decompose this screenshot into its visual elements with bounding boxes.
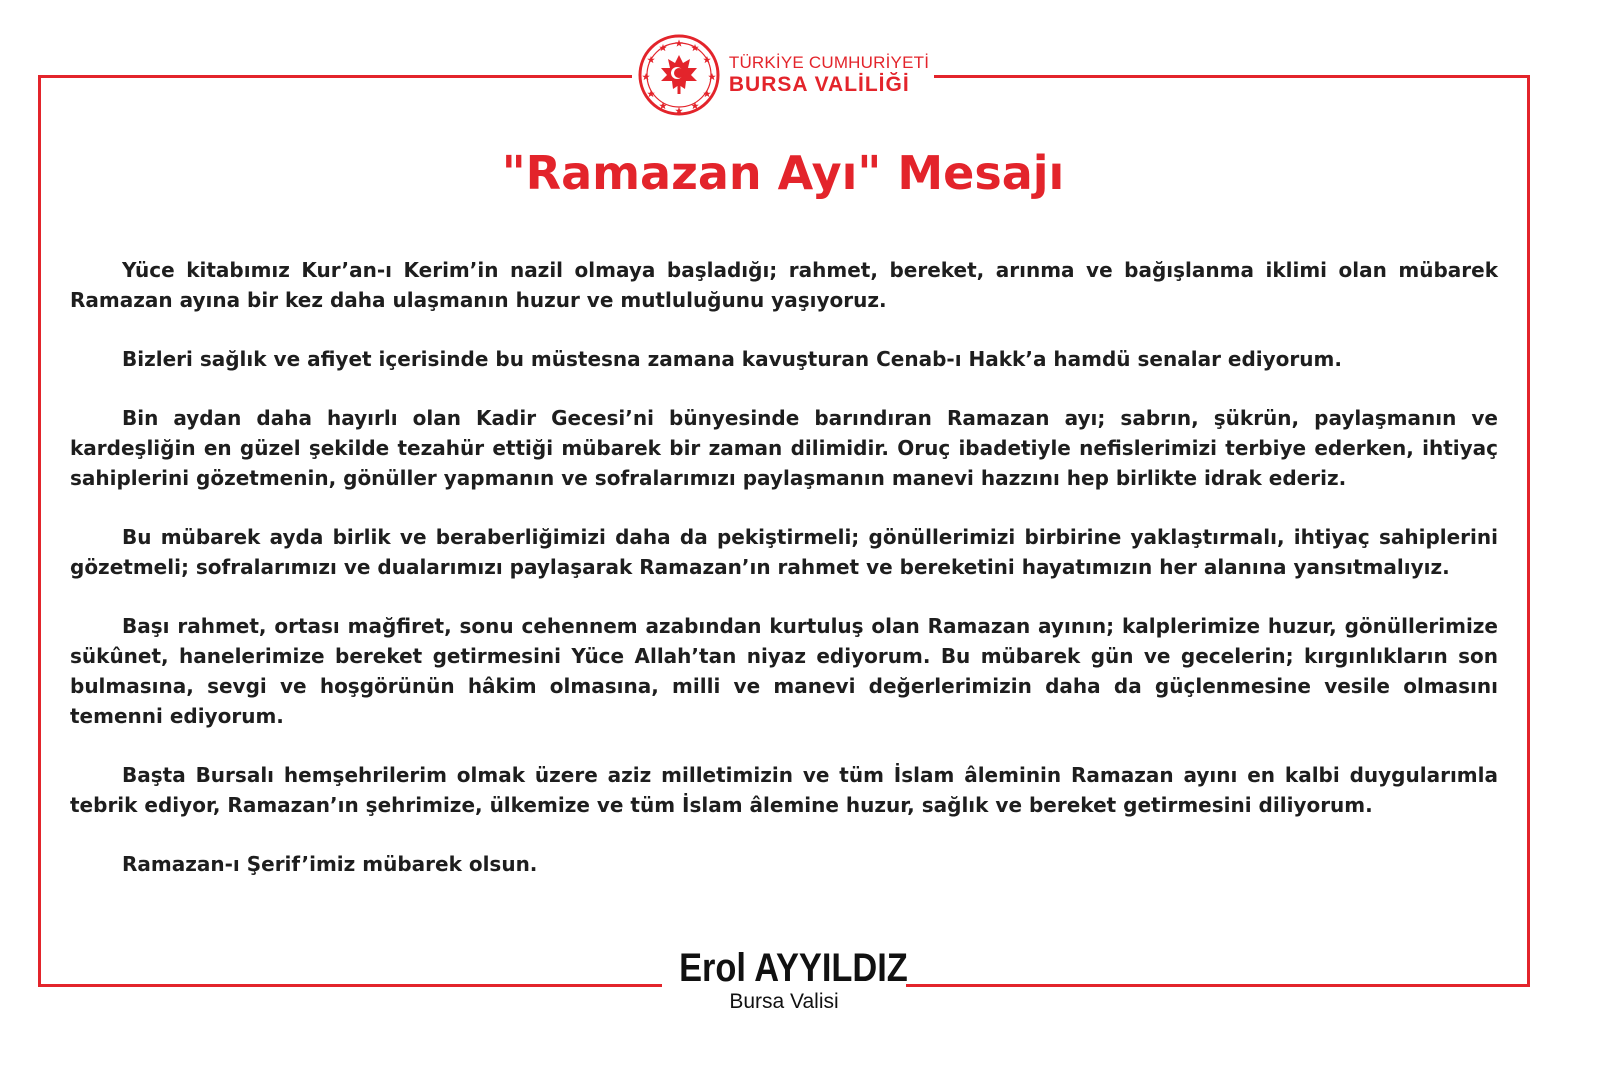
signatory-title: Bursa Valisi: [729, 990, 839, 1013]
message-body: [70, 255, 1498, 908]
paragraph: Başta Bursalı hemşehrilerim olmak üzere aziz milletimizin ve tüm İslam âleminin Ramazan ayını en kalbi duygularımla tebrik ediyor, Ramazan’ın şehrimize, ülkemize ve tüm İslam âlemine huzur, sağlık ve bereket getirmesini diliyorum.: [70, 763, 1498, 817]
paragraph: Yüce kitabımız Kur’an-ı Kerim’in nazil olmaya başladığı; rahmet, bereket, arınma ve bağışlanma iklimi olan mübarek Ramazan ayına bir kez daha ulaşmanın huzur ve mutluluğunu yaşıyoruz.: [70, 258, 1498, 312]
state-emblem-icon: [637, 33, 721, 117]
paragraph: Başı rahmet, ortası mağfiret, sonu cehennem azabından kurtuluş olan Ramazan ayının; kalplerimize huzur, gönüllerimize sükûnet, hanelerimize bereket getirmesini Yüce Allah’tan niyaz ediyorum. Bu mübarek gün ve gecelerin; kırgınlıkların son bulmasına, sevgi ve hoşgörünün hâkim olmasına, milli ve manevi değerlerimizin daha da güçlenmesine vesile olmasını temenni ediyorum.: [70, 614, 1498, 728]
paragraph: Bu mübarek ayda birlik ve beraberliğimizi daha da pekiştirmeli; gönüllerimizi birbirine yaklaştırmalı, ihtiyaç sahiplerini gözetmeli; sofralarımızı ve dualarımızı paylaşarak Ramazan’ın rahmet ve bereketini hayatımızın her alanına yansıtmalıyız.: [70, 525, 1498, 579]
governorship-name: BURSA VALİLİĞİ: [728, 73, 910, 96]
letterhead: [632, 30, 934, 120]
organization-name: [729, 53, 929, 97]
country-name: TÜRKİYE CUMHURİYETİ: [728, 53, 930, 72]
signatory-name: Erol AYYILDIZ: [679, 946, 908, 990]
paragraph: Ramazan-ı Şerif’imiz mübarek olsun.: [122, 852, 538, 876]
paragraph: Bin aydan daha hayırlı olan Kadir Gecesi’ni bünyesinde barındıran Ramazan ayı; sabrın, şükrün, paylaşmanın ve kardeşliğin en güzel şekilde tezahür ettiği mübarek bir zaman dilimidir. Oruç ibadetiyle nefislerimizi terbiye ederken, ihtiyaç sahiplerini gözetmenin, gönüller yapmanın ve sofralarımızı paylaşmanın manevi hazzını hep birlikte idrak ederiz.: [70, 406, 1498, 490]
page-title: "Ramazan Ayı" Mesajı: [501, 146, 1065, 200]
signature-block: [662, 945, 906, 1015]
paragraph: Bizleri sağlık ve afiyet içerisinde bu müstesna zamana kavuşturan Cenab-ı Hakk’a hamdü senalar ediyorum.: [122, 347, 1342, 371]
